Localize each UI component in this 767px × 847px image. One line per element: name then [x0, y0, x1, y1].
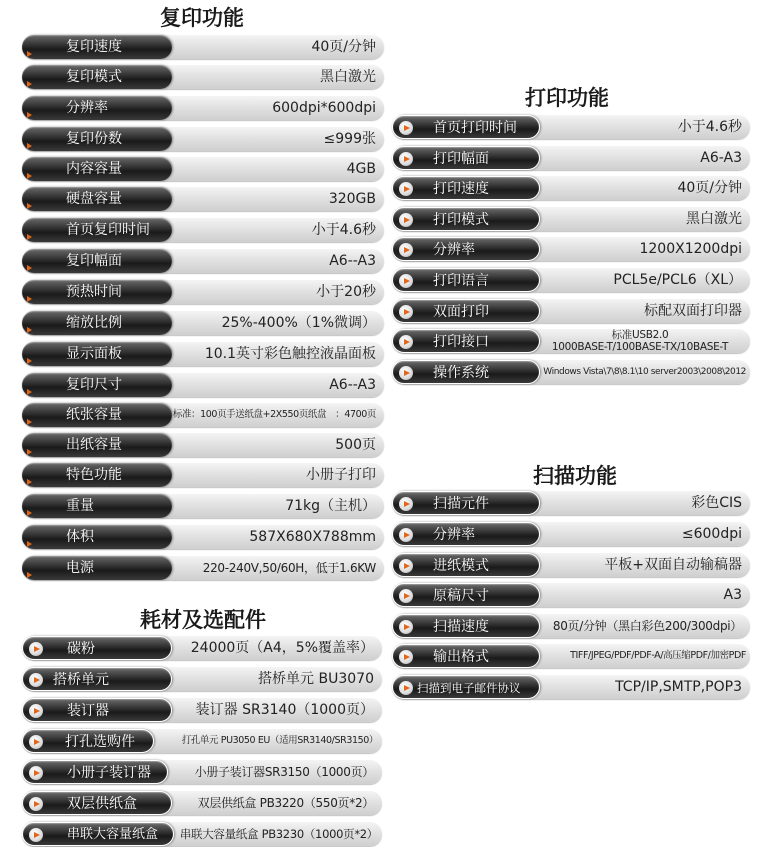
arrow-icon	[29, 642, 43, 656]
spec-label: 扫描到电子邮件协议	[417, 681, 521, 695]
spec-value: 25%-400%（1%微调）	[221, 315, 376, 331]
spec-value: 600dpi*600dpi	[272, 100, 376, 116]
spec-value: 500页	[335, 437, 376, 453]
spec-label-pill	[22, 636, 172, 660]
spec-value: A6--A3	[329, 377, 376, 393]
spec-row	[392, 329, 750, 353]
spec-label: 小册子装订器	[67, 765, 151, 781]
spec-row	[22, 373, 384, 397]
spec-label-pill	[392, 583, 540, 607]
spec-value: 装订器 SR3140（1000页）	[195, 702, 374, 718]
spec-label: 复印幅面	[66, 253, 122, 269]
spec-row	[22, 822, 382, 846]
spec-row	[392, 176, 750, 200]
spec-label: 装订器	[67, 703, 109, 719]
spec-row	[392, 360, 750, 384]
arrow-icon	[27, 234, 33, 240]
spec-label: 首页打印时间	[433, 120, 517, 136]
arrow-icon	[27, 51, 33, 57]
arrow-icon	[29, 828, 43, 842]
spec-label-pill	[22, 342, 172, 366]
spec-row	[22, 218, 384, 242]
spec-value: 320GB	[328, 191, 376, 207]
spec-label-pill	[392, 360, 540, 384]
spec-value: 10.1英寸彩色触控液晶面板	[204, 346, 376, 362]
spec-label-pill	[22, 822, 174, 846]
spec-label: 复印尺寸	[66, 377, 122, 393]
spec-label-pill	[392, 675, 540, 699]
spec-label: 操作系统	[433, 365, 489, 381]
spec-label: 显示面板	[66, 346, 122, 362]
spec-value: 搭桥单元 BU3070	[258, 671, 374, 687]
arrow-icon	[27, 419, 33, 425]
spec-label: 复印份数	[66, 131, 122, 147]
spec-label-pill	[392, 491, 540, 515]
spec-label: 特色功能	[66, 467, 122, 483]
arrow-icon	[29, 766, 43, 780]
arrow-icon	[27, 389, 33, 395]
spec-row	[392, 553, 750, 577]
spec-label-pill	[22, 187, 172, 211]
arrow-icon	[399, 243, 413, 257]
spec-label: 内容容量	[66, 161, 122, 177]
spec-label-pill	[22, 667, 172, 691]
arrow-icon	[399, 213, 413, 227]
spec-label: 分辨率	[433, 242, 475, 258]
spec-label-pill	[22, 403, 172, 427]
spec-value: 打孔单元 PU3050 EU（适用SR3140/SR3150）	[181, 735, 378, 746]
spec-label-pill	[22, 249, 172, 273]
spec-value: 40页/分钟	[677, 180, 742, 196]
spec-label-pill	[392, 329, 540, 353]
spec-label: 搭桥单元	[53, 672, 109, 688]
spec-value: 串联大容量纸盒 PB3230（1000页*2）	[179, 827, 378, 841]
spec-label: 双层供纸盒	[67, 796, 137, 812]
spec-value: PCL5e/PCL6（XL）	[613, 272, 742, 288]
spec-label: 纸张容量	[66, 407, 122, 423]
spec-label-pill	[392, 237, 540, 261]
spec-row	[392, 115, 750, 139]
spec-value-line1: 标准USB2.0	[611, 329, 669, 341]
spec-value: A6--A3	[329, 253, 376, 269]
spec-value: 双层供纸盒 PB3220（550页*2）	[197, 796, 374, 810]
arrow-icon	[399, 182, 413, 196]
arrow-icon	[27, 265, 33, 271]
spec-row	[22, 65, 384, 89]
arrow-icon	[27, 510, 33, 516]
spec-label-pill	[22, 157, 172, 181]
spec-label: 复印模式	[66, 69, 122, 85]
spec-value: 标配双面打印器	[644, 303, 742, 319]
spec-label: 缩放比例	[66, 315, 122, 331]
spec-row	[22, 342, 384, 366]
spec-label-pill	[22, 698, 172, 722]
arrow-icon	[27, 173, 33, 179]
arrow-icon	[27, 572, 33, 578]
spec-label-pill	[392, 207, 540, 231]
spec-row	[22, 311, 384, 335]
spec-label: 打孔选购件	[65, 734, 135, 750]
spec-row	[392, 522, 750, 546]
spec-label: 打印模式	[433, 212, 489, 228]
arrow-icon	[399, 497, 413, 511]
spec-value: 小于4.6秒	[311, 222, 376, 238]
arrow-icon	[29, 735, 43, 749]
spec-value: A3	[723, 587, 742, 603]
consumables-section-title: 耗材及选配件	[140, 608, 266, 632]
spec-value: 587X680X788mm	[249, 529, 376, 545]
spec-row	[392, 491, 750, 515]
spec-value: TIFF/JPEG/PDF/PDF-A/高压缩PDF/加密PDF	[570, 650, 746, 661]
spec-value: 标准：100页手送纸盘+2X550页纸盘 ：4700页	[172, 409, 376, 420]
spec-label-pill	[22, 373, 172, 397]
spec-row	[22, 463, 384, 487]
spec-label-pill	[22, 311, 172, 335]
spec-row	[22, 96, 384, 120]
spec-label-pill	[392, 614, 540, 638]
spec-row	[22, 280, 384, 304]
spec-label-pill	[22, 433, 172, 457]
spec-row	[392, 675, 750, 699]
spec-row	[392, 268, 750, 292]
spec-label-pill	[22, 96, 172, 120]
arrow-icon	[27, 479, 33, 485]
spec-label: 重量	[66, 498, 94, 514]
spec-label: 打印接口	[433, 334, 489, 350]
arrow-icon	[399, 559, 413, 573]
spec-label-pill	[22, 35, 172, 59]
spec-label: 分辨率	[433, 527, 475, 543]
arrow-icon	[27, 541, 33, 547]
spec-label-pill	[392, 644, 540, 668]
spec-value: 80页/分钟（黑白彩色200/300dpi）	[552, 619, 742, 633]
spec-label: 串联大容量纸盒	[67, 827, 159, 842]
spec-row	[22, 494, 384, 518]
spec-value-line2: 1000BASE-T/100BASE-TX/10BASE-T	[551, 341, 729, 353]
arrow-icon	[29, 797, 43, 811]
spec-label-pill	[392, 553, 540, 577]
spec-row	[392, 207, 750, 231]
spec-row	[22, 187, 384, 211]
arrow-icon	[27, 327, 33, 333]
spec-row	[22, 157, 384, 181]
spec-label: 电源	[66, 560, 94, 576]
spec-label: 打印速度	[433, 181, 489, 197]
arrow-icon	[399, 274, 413, 288]
spec-row	[22, 525, 384, 549]
arrow-icon	[29, 673, 43, 687]
spec-value: 平板+双面自动输稿器	[604, 557, 742, 573]
scan-section-title: 扫描功能	[533, 464, 617, 488]
spec-label: 分辨率	[66, 100, 108, 116]
spec-value: 71kg（主机）	[285, 498, 376, 514]
arrow-icon	[27, 112, 33, 118]
print-section-title: 打印功能	[525, 86, 609, 110]
spec-label: 输出格式	[433, 649, 489, 665]
spec-label-pill	[22, 463, 172, 487]
spec-value: 小于4.6秒	[677, 119, 742, 135]
spec-label-pill	[22, 127, 172, 151]
spec-label-pill	[22, 760, 168, 784]
spec-row	[22, 249, 384, 273]
spec-row	[22, 636, 382, 660]
spec-value: TCP/IP,SMTP,POP3	[615, 679, 742, 695]
spec-label-pill	[22, 525, 172, 549]
arrow-icon	[27, 449, 33, 455]
spec-value: 黑白激光	[320, 69, 376, 85]
spec-row	[392, 583, 750, 607]
spec-label-pill	[392, 268, 540, 292]
spec-value: 220-240V,50/60H，低于1.6KW	[202, 561, 376, 575]
arrow-icon	[399, 620, 413, 634]
spec-label: 体积	[66, 529, 94, 545]
spec-label-pill	[22, 65, 172, 89]
spec-value: 小册子打印	[306, 467, 376, 483]
spec-value: 1200X1200dpi	[639, 241, 742, 257]
arrow-icon	[27, 81, 33, 87]
arrow-icon	[29, 704, 43, 718]
spec-row	[22, 403, 384, 427]
spec-value: 4GB	[346, 161, 376, 177]
spec-row	[392, 299, 750, 323]
spec-label: 碳粉	[67, 641, 95, 657]
spec-label: 双面打印	[433, 304, 489, 320]
spec-label: 出纸容量	[66, 437, 122, 453]
spec-label: 原稿尺寸	[433, 588, 489, 604]
spec-row	[392, 644, 750, 668]
spec-value: 40页/分钟	[311, 39, 376, 55]
copy-section-title: 复印功能	[160, 6, 244, 30]
spec-label: 扫描元件	[433, 496, 489, 512]
spec-row	[22, 35, 384, 59]
arrow-icon	[399, 121, 413, 135]
spec-value: Windows Vista\7\8\8.1\10 server2003\2008\2012	[543, 367, 746, 377]
arrow-icon	[399, 681, 413, 695]
spec-label-pill	[22, 494, 172, 518]
spec-row	[22, 791, 382, 815]
spec-label-pill	[22, 729, 154, 753]
arrow-icon	[399, 366, 413, 380]
arrow-icon	[399, 589, 413, 603]
spec-row	[22, 127, 384, 151]
spec-label-pill	[392, 176, 540, 200]
spec-label: 首页复印时间	[66, 222, 150, 238]
arrow-icon	[399, 335, 413, 349]
spec-label-pill	[392, 115, 540, 139]
spec-label: 打印语言	[433, 273, 489, 289]
spec-value: ≤999张	[323, 131, 376, 147]
spec-label: 复印速度	[66, 39, 122, 55]
spec-value: 彩色CIS	[691, 495, 742, 511]
spec-label: 进纸模式	[433, 558, 489, 574]
spec-value: A6-A3	[700, 150, 742, 166]
arrow-icon	[27, 203, 33, 209]
spec-row	[22, 760, 382, 784]
spec-row	[22, 729, 382, 753]
spec-label-pill	[392, 299, 540, 323]
arrow-icon	[27, 296, 33, 302]
spec-label: 打印幅面	[433, 151, 489, 167]
spec-label-pill	[392, 146, 540, 170]
spec-label: 预热时间	[66, 284, 122, 300]
spec-row	[22, 698, 382, 722]
spec-label-pill	[22, 280, 172, 304]
arrow-icon	[27, 358, 33, 364]
spec-label-pill	[22, 218, 172, 242]
spec-row	[392, 614, 750, 638]
spec-label-pill	[22, 556, 172, 580]
spec-value: 24000页（A4，5%覆盖率）	[190, 640, 374, 656]
spec-label-pill	[392, 522, 540, 546]
spec-label-pill	[22, 791, 172, 815]
spec-row	[392, 237, 750, 261]
spec-row	[22, 667, 382, 691]
spec-label: 硬盘容量	[66, 191, 122, 207]
spec-value: 黑白激光	[686, 211, 742, 227]
arrow-icon	[399, 152, 413, 166]
spec-value: 小册子装订器SR3150（1000页）	[194, 765, 374, 779]
spec-row	[22, 433, 384, 457]
spec-value: ≤600dpi	[681, 526, 742, 542]
arrow-icon	[399, 305, 413, 319]
arrow-icon	[27, 143, 33, 149]
spec-value: 小于20秒	[316, 284, 376, 300]
spec-label: 扫描速度	[433, 619, 489, 635]
spec-value	[540, 329, 740, 353]
spec-row	[22, 556, 384, 580]
arrow-icon	[399, 528, 413, 542]
spec-row	[392, 146, 750, 170]
arrow-icon	[399, 650, 413, 664]
